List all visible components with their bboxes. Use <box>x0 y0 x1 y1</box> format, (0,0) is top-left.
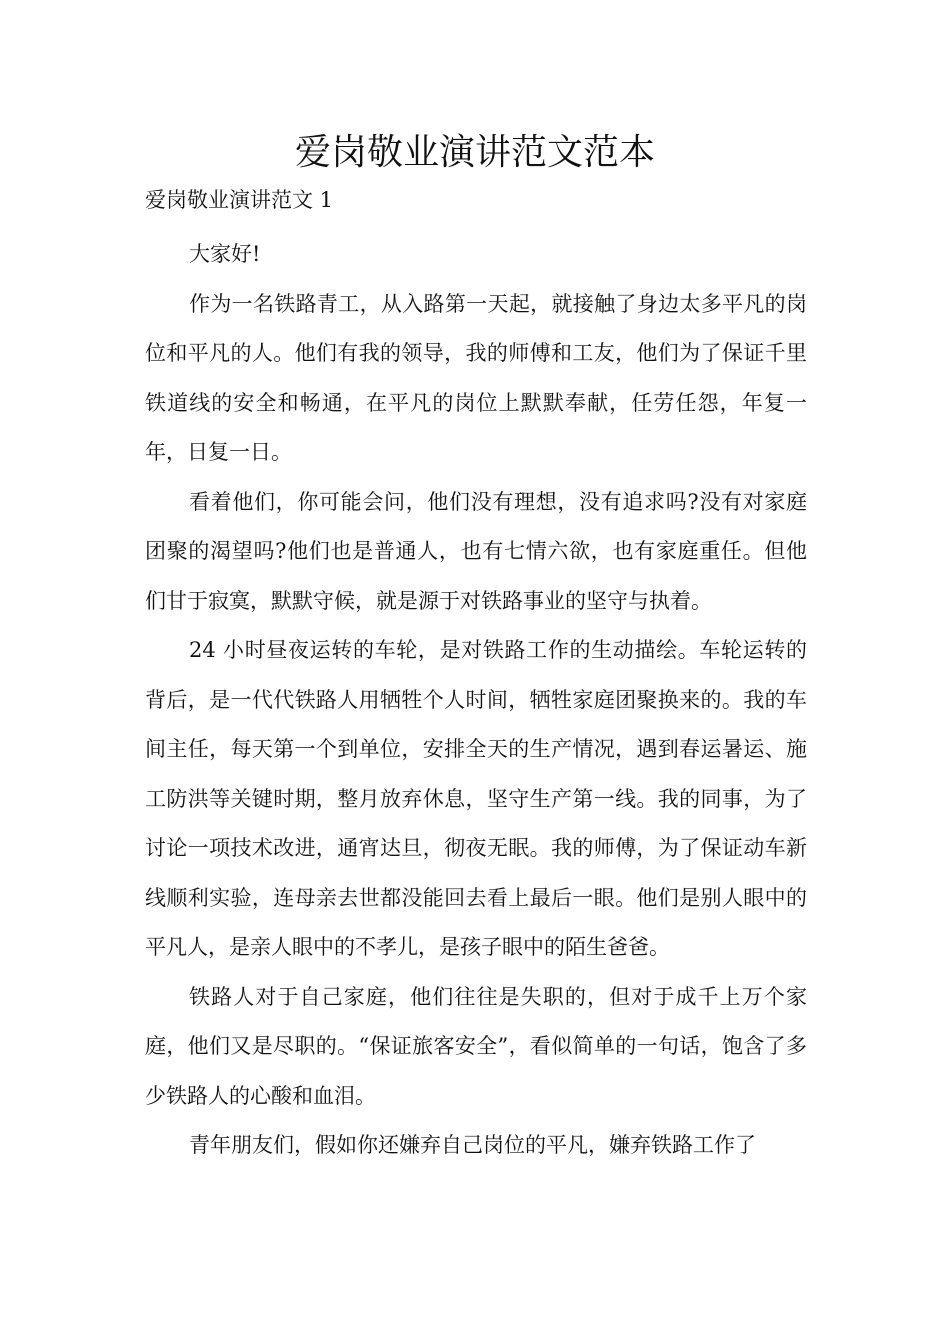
paragraph: 铁路人对于自己家庭，他们往往是失职的，但对于成千上万个家庭，他们又是尽职的。“保证旅客安全”，看似简单的一句话，饱含了多少铁路人的心酸和血泪。 <box>145 984 807 1108</box>
paragraph-greeting: 大家好! <box>189 242 261 266</box>
paragraph: 青年朋友们，假如你还嫌弃自己岗位的平凡，嫌弃铁路工作了 <box>189 1133 756 1157</box>
section-subtitle: 爱岗敬业演讲范文 1 <box>145 188 334 212</box>
paragraph: 看着他们，你可能会问，他们没有理想，没有追求吗?没有对家庭团聚的渴望吗?他们也是普通人，也有七情六欲，也有家庭重任。但他们甘于寂寞，默默守候，就是源于对铁路事业的坚守与执着。 <box>145 489 807 613</box>
paragraph: 24 小时昼夜运转的车轮，是对铁路工作的生动描绘。车轮运转的背后，是一代代铁路人用牺牲个人时间，牺牲家庭团聚换来的。我的车间主任，每天第一个到单位，安排全天的生产情况，遇到春运暑运、施工防洪等关键时期，整月放弃休息，坚守生产第一线。我的同事，为了讨论一项技术改进，通宵达旦，彻夜无眠。我的师傅，为了保证动车新线顺利实验，连母亲去世都没能回去看上最后一眼。他们是别人眼中的平凡人，是亲人眼中的不孝儿，是孩子眼中的陌生爸爸。 <box>145 638 807 959</box>
paragraph: 作为一名铁路青工，从入路第一天起，就接触了身边太多平凡的岗位和平凡的人。他们有我的领导，我的师傅和工友，他们为了保证千里铁道线的安全和畅通，在平凡的岗位上默默奉献，任劳任怨，年复一年，日复一日。 <box>145 291 807 464</box>
document-title: 爱岗敬业演讲范文范本 <box>294 132 655 173</box>
document-body <box>145 182 807 1171</box>
